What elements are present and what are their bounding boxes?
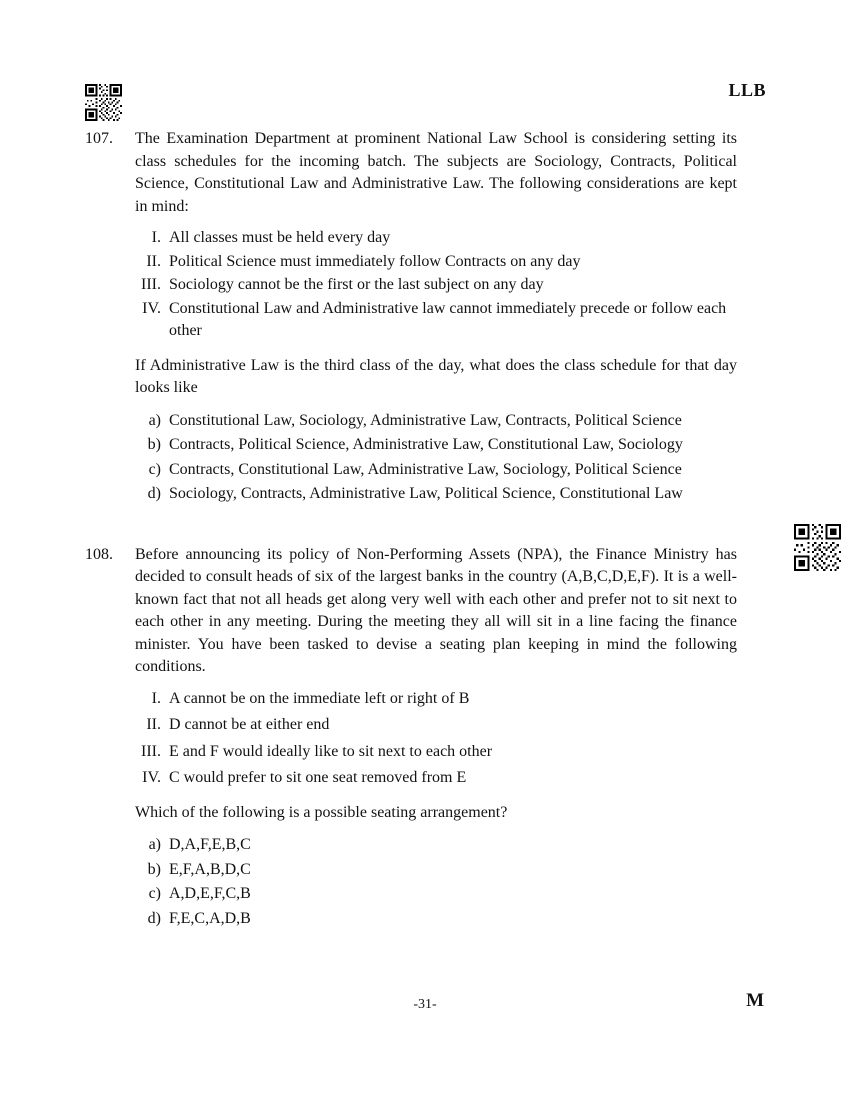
condition-text: Sociology cannot be the first or the last subject on any day [169,276,544,293]
conditions-list [135,688,737,790]
question-number: 108. [85,545,113,563]
question-107 [85,128,737,508]
question-body [135,128,737,508]
condition-label: I. [151,689,161,707]
option-text: E,F,A,B,D,C [169,860,251,878]
condition-item [135,227,737,250]
condition-label: IV. [142,299,161,317]
option-item [135,483,737,506]
condition-label: IV. [142,769,161,786]
option-label: c) [148,460,161,478]
condition-text: A cannot be on the immediate left or right of B [169,689,470,707]
option-text: A,D,E,F,C,B [169,885,251,902]
option-label: b) [147,436,161,453]
condition-label: I. [151,229,161,246]
condition-item [135,298,737,343]
option-label: d) [147,909,161,927]
option-label: d) [147,485,161,502]
option-text: Contracts, Constitutional Law, Administrative Law, Sociology, Political Science [169,460,682,478]
option-item [135,834,737,857]
option-text: Sociology, Contracts, Administrative Law, Political Science, Constitutional Law [169,485,683,502]
question-stem: Which of the following is a possible seating arrangement? [135,803,508,821]
question-intro: The Examination Department at prominent National Law School is considering setting its class schedules for the incoming batch. The subjects are Sociology, Contracts, Political Science, Constitutional Law and Administrative Law. The following considerations are kept in mind: [135,130,737,215]
questions-area [85,128,737,932]
option-label: b) [147,860,161,878]
condition-item [135,274,737,297]
option-text: Contracts, Political Science, Administrative Law, Constitutional Law, Sociology [169,436,683,453]
option-label: a) [148,411,161,429]
condition-label: III. [141,276,161,293]
option-item [135,410,737,433]
condition-item [135,251,737,274]
question-number: 107. [85,130,113,147]
set-code: M [746,990,764,1011]
condition-item [135,767,737,790]
condition-item [135,714,737,737]
condition-text: C would prefer to sit one seat removed from E [169,769,467,786]
condition-text: E and F would ideally like to sit next to each other [169,742,493,760]
condition-label: III. [141,742,161,760]
qr-code-icon [85,84,122,121]
condition-item [135,688,737,711]
option-item [135,883,737,906]
option-text: D,A,F,E,B,C [169,836,251,853]
options-list [135,834,737,930]
option-text: Constitutional Law, Sociology, Administrative Law, Contracts, Political Science [169,411,682,429]
condition-label: II. [146,716,161,733]
options-list [135,410,737,506]
option-text: F,E,C,A,D,B [169,909,251,927]
page-number: -31- [413,997,437,1012]
question-108 [85,544,737,933]
option-item [135,459,737,482]
condition-text: All classes must be held every day [169,229,391,246]
conditions-list [135,227,737,343]
condition-text: Political Science must immediately follow Contracts on any day [169,252,581,270]
exam-title: LLB [728,80,766,100]
option-item [135,908,737,931]
condition-text: Constitutional Law and Administrative law cannot immediately precede or follow each other [169,299,727,339]
condition-text: D cannot be at either end [169,716,330,733]
condition-item [135,741,737,764]
question-intro: Before announcing its policy of Non-Performing Assets (NPA), the Finance Ministry has decided to consult heads of six of the largest banks in the country (A,B,C,D,E,F). It is a well-known fact that not all heads get along very well with each other and prefer not to sit next to each other in any meeting. During the meeting they all will sit in a line facing the finance minister. You have been tasked to devise a seating plan keeping in mind the following conditions. [135,545,737,675]
condition-label: II. [146,252,161,270]
option-label: a) [148,836,161,853]
option-item [135,859,737,882]
option-item [135,434,737,457]
question-stem: If Administrative Law is the third class of the day, what does the class schedule for that day looks like [135,356,737,396]
option-label: c) [148,885,161,902]
question-body [135,544,737,933]
qr-code-icon [794,524,841,571]
